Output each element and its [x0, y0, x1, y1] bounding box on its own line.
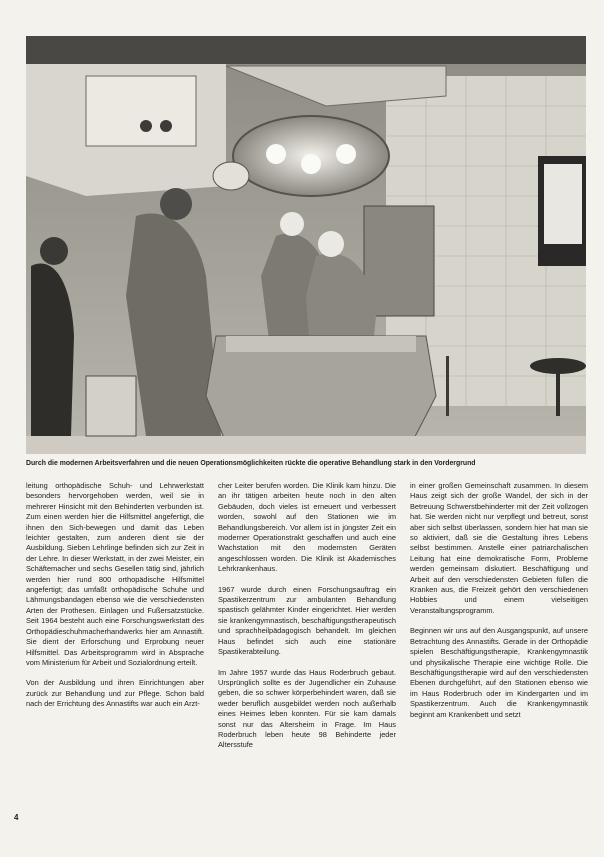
paragraph: Beginnen wir uns auf den Ausgangspunkt, auf unsere Betrachtung des Annastifts. Gerade in der Orthopädie spielen Beschäftigungstherapie, Krankengymnastik und physikalische Therapie eine wichtige Rolle. Die Beschäftigungstherapie wird auf den verschiedensten Ebenen durchgeführt, auf den Stationen ebenso wie im Haus Roderbruch oder im Kindergarten und im Spastikerzentrum. Auch die Krankengymnastik beginnt am Krankenbett und setzt — [410, 626, 588, 719]
paragraph: Von der Ausbildung und ihren Einrichtungen aber zurück zur Behandlung und zur Pflege. Schon bald nach der Errichtung des Annastifts war auch ein Arzt- — [26, 678, 204, 709]
text-column-1 — [26, 481, 204, 833]
paragraph: cher Leiter berufen worden. Die Klinik kam hinzu. Die an ihr tätigen arbeiten heute noch in den alten Gebäuden, doch vieles ist erneuert und verbessert worden, sowohl auf den Stationen wie im Behandlungsbereich. Vor allem ist in jüngster Zeit ein moderner Operationstrakt geschaffen und auch eine Wachstation mit den modernsten Geräten angeschlossen worden. Die Klinik ist Akademisches Lehrkrankenhaus. — [218, 481, 396, 574]
paragraph: leitung orthopädische Schuh- und Lehrwerkstatt besonders hervorgehoben werden, weil sie in mehrerer Hinsicht mit den Behinderten verbunden ist. Zum einen werden hier die Hilfsmittel angefertigt, die ihnen den Sich-bewegen und damit das Leben leichter gestalten, zum anderen dient sie der Ausbildung. Sieben Lehrlinge befinden sich zur Zeit in der Lehre. In dieser Werkstatt, in der zwei Meister, ein Schäftemacher und sechs Gesellen tätig sind, jährlich werden hier rund 800 orthopädische Hilfsmittel angefertigt; das umfaßt orthopädische Schuhe und Lähmungsbandagen ebenso wie die verschiedensten Arten der Prothesen. Einlagen und Fußersatzstücke. Seit 1964 besteht auch eine Forschungswerkstatt des Orthopädieschuhmacherhandwerks hier am Annastift. Sie dient der Erforschung und Erprobung neuer Hilfsmittel. Das Arbeitsprogramm wird in Absprache vom Ministerium für Arbeit und Sozialordnung erteilt. — [26, 481, 204, 667]
page-number: 4 — [14, 813, 19, 822]
photo-caption: Durch die modernen Arbeitsverfahren und die neuen Operationsmöglichkeiten rückte die operative Behandlung stark in den Vordergrund — [26, 460, 476, 467]
article-body — [26, 481, 586, 833]
paragraph: Im Jahre 1957 wurde das Haus Roderbruch gebaut. Ursprünglich sollte es der Jugendlicher ein Zuhause geben, die so schwer körperbehindert waren, daß sie weder beruflich ausgebildet werden noch außerhalb eines Heimes leben konnten. Für sie kam damals sonst nur das Altersheim in Frage. Im Haus Roderbruch leben heute 98 Behinderte jeder Altersstufe — [218, 667, 396, 750]
text-column-3 — [410, 481, 588, 833]
paragraph: in einer großen Gemeinschaft zusammen. In diesem Haus zeigt sich der große Wandel, der sich in der Betreuung Schwerstbehinderter mit der Zeit vollzogen hat. Sie werden nicht nur verpflegt und betreut, sonst aber sich selbst überlassen, sondern hier hat man sie so aktiviert, daß sie die Gestaltung ihres Lebens selbst bestimmen. Anstelle einer patriarchalischen Leitung hat eine demokratische Form, Probleme werden gemeinsam diskutiert. Beschäftigung und Arbeit auf den verschiedensten Gebieten füllen die Kranken aus, die Freizeit gehört den verschiedenen Hobbies und einem vielseitigen Veranstaltungsprogramm. — [410, 481, 588, 615]
text-column-2 — [218, 481, 396, 833]
operating-room-photo — [26, 36, 586, 454]
paragraph: 1967 wurde durch einen Forschungsauftrag ein Spastikerzentrum zur ambulanten Behandlung spastisch gelähmter Kinder eingerichtet. Hier werden sie krankengymnastisch, beschäftigungstherapeutisch und sprachheilpädagogisch behandelt. Im gleichen Haus befindet sich auch eine stationäre Spastikerabteilung. — [218, 584, 396, 657]
